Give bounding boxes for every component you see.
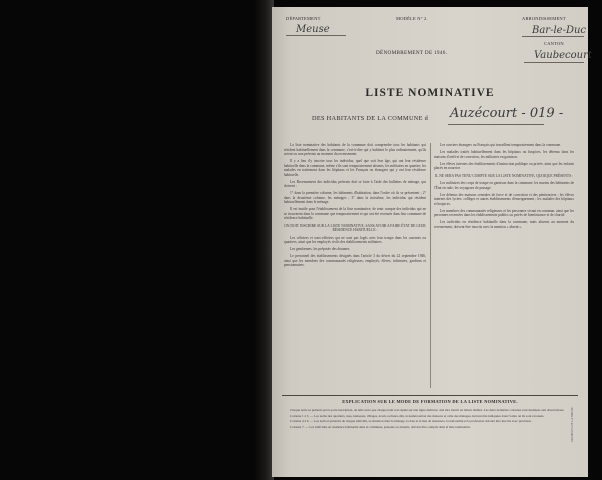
instruction-paragraph: Les ouvriers étrangers ou Français qui travaillent temporairement dans la commune. — [440, 143, 562, 147]
instruction-paragraph: Il est inutile pour l'établissement de la liste nominative, de tenir compte des individus qui ne se trouvaient dans la commune que temporairement et qui ont été recensés dans leur commune de résidence habituelle. — [284, 207, 426, 220]
commune-value: Auzécourt - 019 - — [450, 106, 564, 121]
explication-paragraph: Colonne 1 à 3. — Les noms des quartiers, rues, hameaux, villages, écarts ou lieux-dits, la numérotation des maisons et celle des ménages doivent être indiquées dans l'ordre où ils sont recensés. — [290, 413, 545, 418]
instruction-paragraph: La liste nominative des habitants de la commune doit comprendre tous les habitants qui résident habituellement dans la commune, c'est-à-dire qui y habitent le plus ordinairement, qu'ils soient ou non présents au moment du recensement. — [284, 143, 426, 156]
instruction-paragraph: Les individus en résidence habituelle dans la commune, mais absents au moment du recensement, doivent être inscrits avec la mention « absent ». — [434, 220, 574, 229]
instruction-paragraph: Les élèves internes des établissements d'instruction publique ou privée, ainsi que les enfants placés en nourrice. — [434, 161, 574, 170]
departement-value: Meuse — [296, 24, 330, 35]
instruction-paragraph: Les malades traités habituellement dans les hôpitaux ou hospices, les détenus dans les maisons d'arrêt et de correction, les militaires en garnison. — [434, 150, 574, 159]
denombrement-heading: DÉNOMBREMENT DE 1946. — [376, 50, 448, 56]
liste-nominative-title: LISTE NOMINATIVE — [365, 87, 495, 99]
instruction-paragraph: Les officiers et sous-officiers qui ne sont pas logés avec leur troupe dans les casernes ou quartiers, ainsi que les employés civils des établissements militaires. — [284, 235, 426, 244]
canton-underline — [524, 62, 584, 63]
instruction-paragraph: Le personnel des établissements désignés dans l'article 3 du décret du 22 septembre 1946, ainsi que les membres des communautés religieuses, employés, élèves, infirmiers, gardiens et pensionnaires. — [284, 254, 426, 267]
explication-paragraph: Chaque nom ou prénom qu'on porte inscription, de telle sorte que chaque nom soit répété sur une ligne distincte, doit être inscrit en lettres lisibles. Les deux dernières colonnes sont destinées aux observations. — [290, 408, 565, 412]
explication-rule — [282, 395, 578, 396]
departement-label: DÉPARTEMENT — [286, 16, 321, 21]
census-sheet — [272, 7, 592, 477]
arrondissement-label: ARRONDISSEMENT — [522, 16, 566, 21]
explication-body — [284, 408, 574, 472]
arrondissement-value: Bar-le-Duc — [532, 25, 587, 36]
arrondissement-underline — [522, 36, 584, 37]
canton-value: Vaubecourt — [534, 50, 592, 61]
instructions-left-column — [284, 143, 426, 391]
left-fold-shadow — [254, 0, 274, 480]
instruction-heading: ON DOIT INSCRIRE SUR LA LISTE NOMINATIVE, SANS AVOIR A FAIRE ÉTAT DE LEUR RÉSIDENCE HABITUELLE : — [284, 223, 426, 232]
modele-label: MODÈLE N° 2. — [396, 16, 428, 21]
instructions-right-column — [434, 143, 574, 391]
canton-label: CANTON — [544, 41, 564, 46]
instruction-paragraph: Les militaires des corps de troupe en garnison dans la commune, les marins des bâtiments de l'État en rade, les voyageurs de passage. — [434, 181, 574, 190]
instruction-paragraph: Il y a lieu d'y inscrire tous les individus, quel que soit leur âge, qui ont leur résidence habituelle dans la commune, même s'ils sont temporairement absents, les militaires en quartier, les malades en traitement dans les hôpitaux et les Français ou étrangers qui y ont leur résidence habituelle. — [284, 159, 426, 177]
instruction-paragraph: Les gendarmes, les préposés des douanes. — [290, 247, 351, 251]
instruction-heading: IL NE SERA PAS TENU COMPTE SUR LA LISTE NOMINATIVE, QUOIQUE PRÉSENTS : — [435, 173, 573, 178]
explication-title: EXPLICATION SUR LE MODE DE FORMATION DE LA LISTE NOMINATIVE. — [342, 399, 518, 404]
instruction-paragraph: 1° dans la première colonne, les bâtiments d'habitation, dans l'ordre où ils se présentent ; 2° dans la deuxième colonne, les ménages ; 3° dans la troisième, les individus qui résident habituellement dans le ménage. — [284, 191, 426, 204]
explication-paragraph: Colonne 7. — Les individus en résidence habituelle dans la commune, présents ou absents, doivent être compris dans la liste nominative. — [290, 425, 471, 430]
instruction-paragraph: Les membres des communautés religieuses et les personnes vivant en commun, ainsi que les personnes recensées dans les établissements publics ou privés de bienfaisance et de charité. — [434, 208, 574, 217]
commune-subtitle: DES HABITANTS DE LA COMMUNE d — [312, 115, 429, 122]
departement-underline — [286, 35, 346, 36]
instruction-paragraph: Les Recensement des individus présents doit se faire à l'aide des bulletins de ménage, qui doivent : — [284, 179, 426, 188]
explication-paragraph: Colonne 4 à 6. — Les nom et prénoms de chaque individu, sa situation dans le ménage, la date et le lieu de naissance, la nationalité et la profession doivent être inscrits avec précision. — [290, 419, 532, 424]
instruction-paragraph: Les détenus des maisons centrales de force et de correction et des pénitenciers ; les élèves internes des lycées, collèges et autres établissements d'enseignement ; les malades des hôpitaux et hospices. — [434, 192, 574, 206]
column-divider — [430, 143, 431, 388]
commune-underline — [448, 124, 544, 125]
archive-stamp: ARCHIVES DE LA MEUSE — [570, 407, 574, 443]
